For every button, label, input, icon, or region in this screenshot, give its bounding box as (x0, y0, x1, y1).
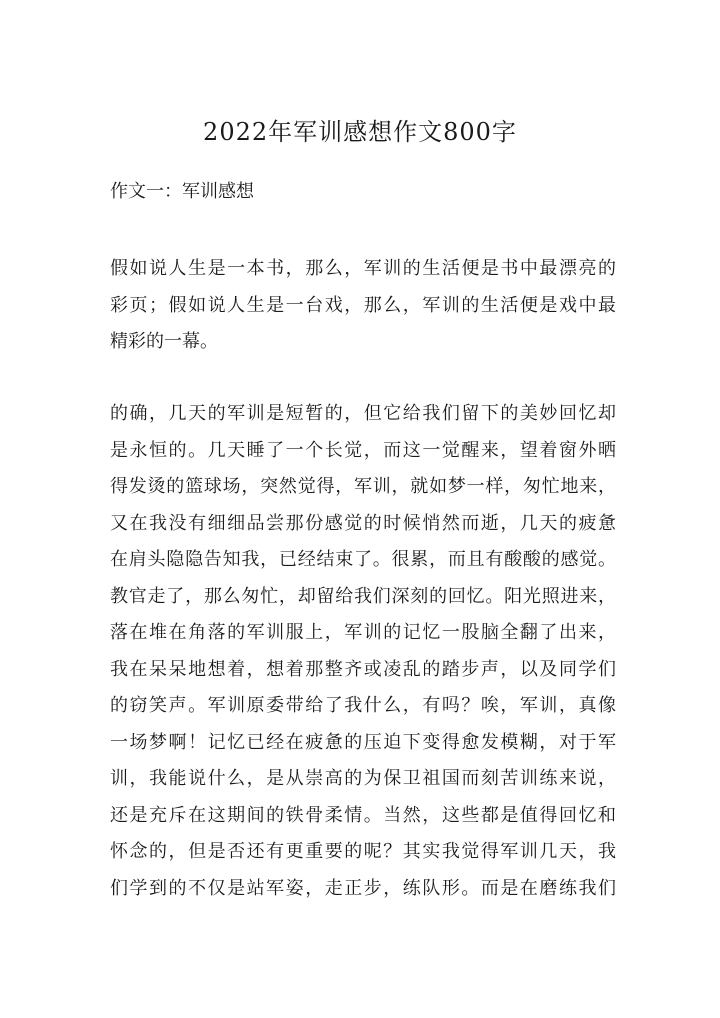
paragraph-line: 假如说人生是一本书，那么，军训的生活便是书中最漂亮的 (110, 258, 616, 279)
paragraph-line: 精彩的一幕。 (110, 331, 218, 352)
paragraph-line: 还是充斥在这期间的铁骨柔情。当然，这些都是值得回忆和 (110, 804, 616, 826)
paragraph-line: 的窃笑声。军训原委带给了我什么，有吗？唉，军训，真像 (110, 695, 616, 716)
paragraph-line: 彩页；假如说人生是一台戏，那么，军训的生活便是戏中最 (110, 294, 616, 316)
paragraph-line: 又在我没有细细品尝那份感觉的时候悄然而逝，几天的疲惫 (110, 512, 616, 534)
paragraph-1 (110, 251, 616, 361)
paragraph-line: 是永恒的。几天睡了一个长觉，而这一觉醒来，望着窗外晒 (110, 439, 616, 461)
paragraph-line: 我在呆呆地想着，想着那整齐或凌乱的踏步声，以及同学们 (110, 658, 616, 680)
document-subtitle: 作文一：军训感想 (110, 181, 254, 202)
paragraph-line: 的确，几天的军训是短暂的，但它给我们留下的美妙回忆却 (110, 403, 616, 424)
paragraph-line: 训，我能说什么，是从崇高的为保卫祖国而刻苦训练来说， (110, 768, 616, 789)
paragraph-2 (110, 396, 616, 907)
paragraph-line: 落在堆在角落的军训服上，军训的记忆一股脑全翻了出来， (110, 622, 616, 643)
paragraph-line: 在肩头隐隐告知我，已经结束了。很累，而且有酸酸的感觉。 (110, 549, 616, 570)
paragraph-line: 们学到的不仅是站军姿，走正步，练队形。而是在磨练我们 (110, 877, 616, 899)
paragraph-line: 怀念的，但是否还有更重要的呢？其实我觉得军训几天，我 (110, 841, 616, 862)
paragraph-line: 得发烫的篮球场，突然觉得，军训，就如梦一样，匆忙地来， (110, 476, 616, 497)
document-title: 2022年军训感想作文800字 (203, 118, 517, 146)
paragraph-line: 教官走了，那么匆忙，却留给我们深刻的回忆。阳光照进来， (110, 585, 616, 607)
paragraph-line: 一场梦啊！记忆已经在疲惫的压迫下变得愈发模糊，对于军 (110, 731, 616, 753)
